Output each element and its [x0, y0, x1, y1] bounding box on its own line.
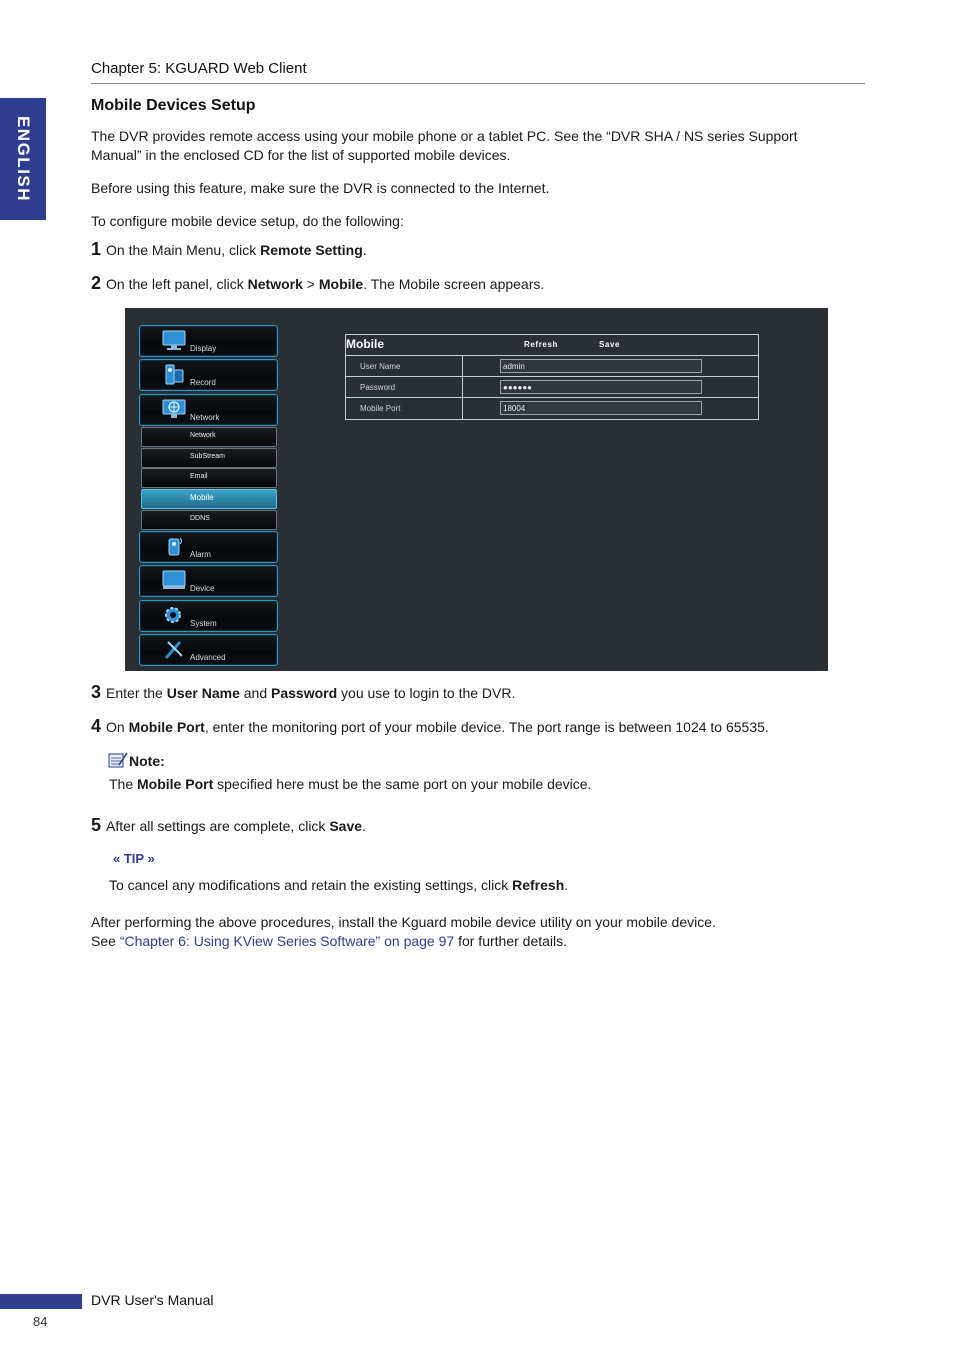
tip-label: « TIP »: [113, 851, 155, 866]
side-tab-label: ENGLISH: [14, 115, 33, 203]
submenu-email-button[interactable]: Email: [141, 468, 277, 488]
menu-device-button[interactable]: Device: [139, 565, 278, 597]
chapter-title: Chapter 5: KGUARD Web Client: [91, 60, 307, 77]
submenu-network-button[interactable]: Network: [141, 427, 277, 447]
mobile-settings-screenshot: [125, 308, 828, 671]
step-number: 2: [91, 273, 102, 293]
step-5: 5 After all settings are complete, click Save.: [91, 815, 366, 835]
gear-icon: [160, 603, 188, 627]
step-3: 3 Enter the User Name and Password you use to login to the DVR.: [91, 682, 516, 702]
panel-title: Mobile: [346, 337, 384, 351]
panel-header: [346, 335, 758, 356]
step-number: 3: [91, 682, 102, 702]
tools-icon: [160, 637, 188, 661]
password-row: Password ●●●●●●: [346, 377, 758, 398]
menu-advanced-button[interactable]: Advanced: [139, 634, 278, 666]
password-input[interactable]: ●●●●●●: [500, 380, 702, 394]
step-number: 4: [91, 716, 102, 736]
step-keyword: Remote Setting: [260, 242, 363, 258]
submenu-ddns-button[interactable]: DDNS: [141, 510, 277, 530]
page-number: 84: [33, 1314, 48, 1329]
mobile-port-row: Mobile Port 18004: [346, 398, 758, 418]
note-heading: [107, 751, 165, 769]
mobile-settings-panel: [345, 334, 759, 420]
menu-network-button[interactable]: Network: [139, 394, 278, 426]
footer-accent-bar: [0, 1294, 82, 1309]
save-button[interactable]: Save: [599, 340, 621, 349]
device-icon: [160, 568, 188, 592]
submenu-substream-button[interactable]: SubStream: [141, 448, 277, 468]
section-title: Mobile Devices Setup: [91, 97, 256, 114]
closing-paragraph: After performing the above procedures, install the Kguard mobile device utility on your mobile device. See “Chapter 6: Using KView Series Software” on page 97 for further details.: [91, 914, 716, 949]
intro-paragraph-2: Before using this feature, make sure the DVR is connected to the Internet.: [91, 180, 550, 196]
user-name-row: User Name admin: [346, 356, 758, 377]
menu-display-button[interactable]: Display: [139, 325, 278, 357]
language-side-tab: [0, 98, 46, 220]
step-1: 1 On the Main Menu, click Remote Setting.: [91, 239, 367, 259]
network-icon: [160, 397, 188, 421]
refresh-button[interactable]: Refresh: [524, 340, 558, 349]
record-icon: [160, 362, 188, 386]
alarm-icon: [160, 534, 188, 558]
step-4: 4 On Mobile Port, enter the monitoring port of your mobile device. The port range is between 1024 to 65535.: [91, 716, 769, 736]
mobile-port-input[interactable]: 18004: [500, 401, 702, 415]
tip-text: To cancel any modifications and retain the existing settings, click Refresh.: [109, 877, 569, 893]
intro-paragraph-1: The DVR provides remote access using your mobile phone or a tablet PC. See the “DVR SHA / NS series Support Manual” in the enclosed CD for the list of supported mobile devices.: [91, 128, 798, 163]
chapter-6-link[interactable]: “Chapter 6: Using KView Series Software” on page 97: [119, 933, 455, 949]
footer-title: DVR User's Manual: [91, 1292, 214, 1308]
step-number: 5: [91, 815, 102, 835]
note-text: The Mobile Port specified here must be the same port on your mobile device.: [109, 776, 592, 792]
menu-alarm-button[interactable]: Alarm: [139, 531, 278, 563]
step-number: 1: [91, 239, 102, 259]
step-2: 2 On the left panel, click Network > Mobile. The Mobile screen appears.: [91, 273, 545, 293]
user-name-input[interactable]: admin: [500, 359, 702, 373]
menu-record-button[interactable]: Record: [139, 359, 278, 391]
monitor-icon: [160, 328, 188, 352]
submenu-mobile-button[interactable]: Mobile: [141, 489, 277, 509]
chapter-divider: [91, 83, 865, 84]
menu-system-button[interactable]: System: [139, 600, 278, 632]
intro-paragraph-3: To configure mobile device setup, do the following:: [91, 213, 404, 229]
note-label: Note:: [129, 753, 165, 769]
note-icon: [107, 751, 129, 769]
